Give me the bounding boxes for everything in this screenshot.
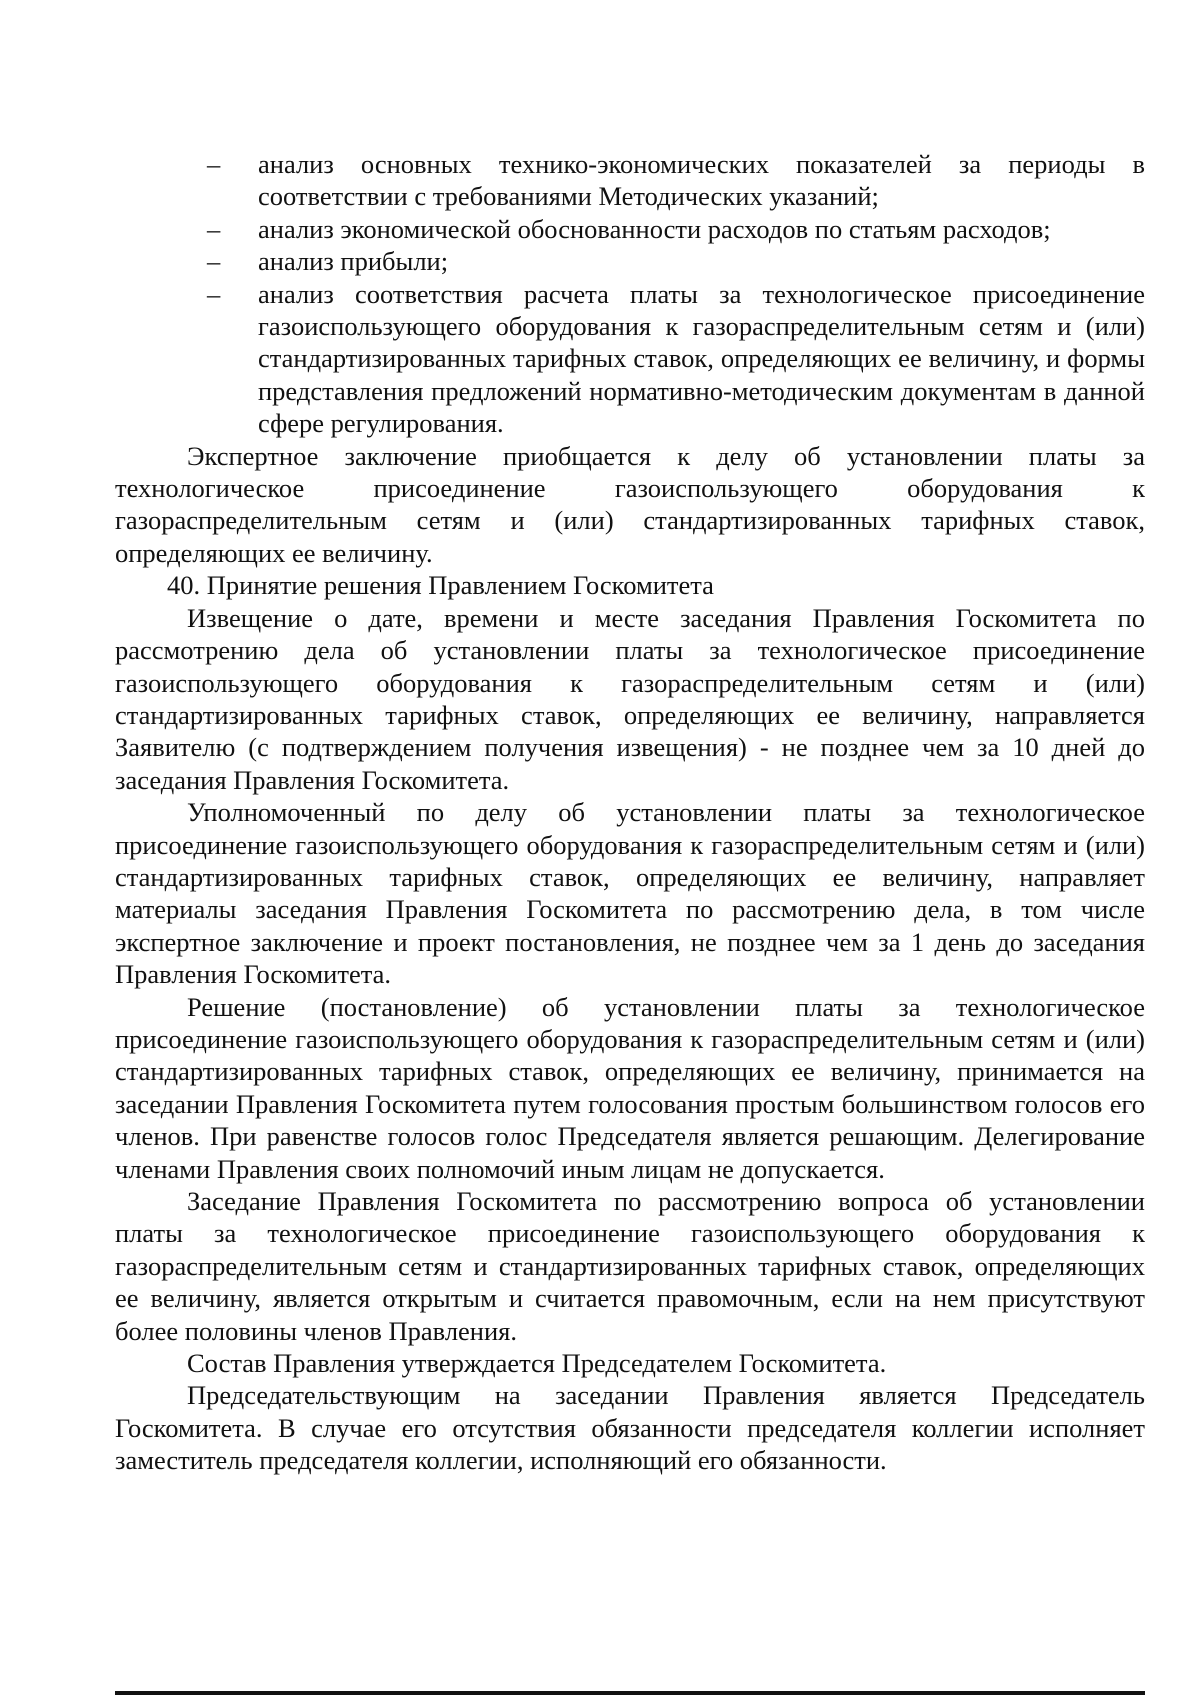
list-item xyxy=(115,148,1145,213)
meeting-paragraph: Заседание Правления Госкомитета по рассмотрению вопроса об установлении платы за технологическое присоединение газоиспользующего оборудования к газораспределительным сетям и стандартизированных тарифных ставок, определяющих ее величину, является открытым и считается правомочным, если на нем присутствуют более половины членов Правления. xyxy=(115,1186,1145,1346)
list-item-text: анализ экономической обоснованности расходов по статьям расходов; xyxy=(258,213,1051,244)
list-item-text: анализ соответствия расчета платы за технологическое присоединение газоиспользующего оборудования к газораспределительным сетям и (или) стандартизированных тарифных ставок, определяющих ее величину, и формы представления предложений нормативно-методическим документам в данной сфере регулирования. xyxy=(258,278,1145,439)
analysis-list xyxy=(115,148,1145,440)
expert-conclusion-paragraph: Экспертное заключение приобщается к делу об установлении платы за технологическое присоединение газоиспользующего оборудования к газораспределительным сетям и (или) стандартизированных тарифных ставок, определяющих ее величину. xyxy=(115,440,1145,568)
list-item-text: анализ прибыли; xyxy=(258,246,449,277)
list-dash: – xyxy=(207,278,221,309)
document-body xyxy=(115,148,1145,1477)
decision-paragraph: Решение (постановление) об установлении платы за технологическое присоединение газоиспользующего оборудования к газораспределительным сетям и (или) стандартизированных тарифных ставок, определяющих ее величину, принимается на заседании Правления Госкомитета путем голосования простым большинством голосов его членов. При равенстве голосов голос Председателя является решающим. Делегирование членами Правления своих полномочий иным лицам не допускается. xyxy=(115,991,1145,1184)
list-item xyxy=(115,245,1145,277)
list-item-text: анализ основных технико-экономических показателей за периоды в соответствии с требованиями Методических указаний; xyxy=(258,149,1145,212)
notice-paragraph: Извещение о дате, времени и месте заседания Правления Госкомитета по рассмотрению дела об установлении платы за технологическое присоединение газоиспользующего оборудования к газораспределительным сетям и (или) стандартизированных тарифных ставок, определяющих ее величину, направляется Заявителю (с подтверждением получения извещения) - не позднее чем за 10 дней до заседания Правления Госкомитета. xyxy=(115,602,1145,795)
list-dash: – xyxy=(207,246,221,277)
chairman-paragraph: Председательствующим на заседании Правления является Председатель Госкомитета. В случае его отсутствия обязанности председателя коллегии исполняет заместитель председателя коллегии, исполняющий его обязанности. xyxy=(115,1380,1145,1476)
footer-rule xyxy=(115,1691,1145,1695)
board-composition-paragraph: Состав Правления утверждается Председателем Госкомитета. xyxy=(187,1348,887,1379)
list-item xyxy=(115,278,1145,440)
section-heading: 40. Принятие решения Правлением Госкомитета xyxy=(167,570,714,601)
list-item xyxy=(115,213,1145,245)
authorized-person-paragraph: Уполномоченный по делу об установлении платы за технологическое присоединение газоиспользующего оборудования к газораспределительным сетям и (или) стандартизированных тарифных ставок, определяющих ее величину, направляет материалы заседания Правления Госкомитета по рассмотрению дела, в том числе экспертное заключение и проект постановления, не позднее чем за 1 день до заседания Правления Госкомитета. xyxy=(115,797,1145,990)
list-dash: – xyxy=(207,213,221,244)
list-dash: – xyxy=(207,149,221,179)
